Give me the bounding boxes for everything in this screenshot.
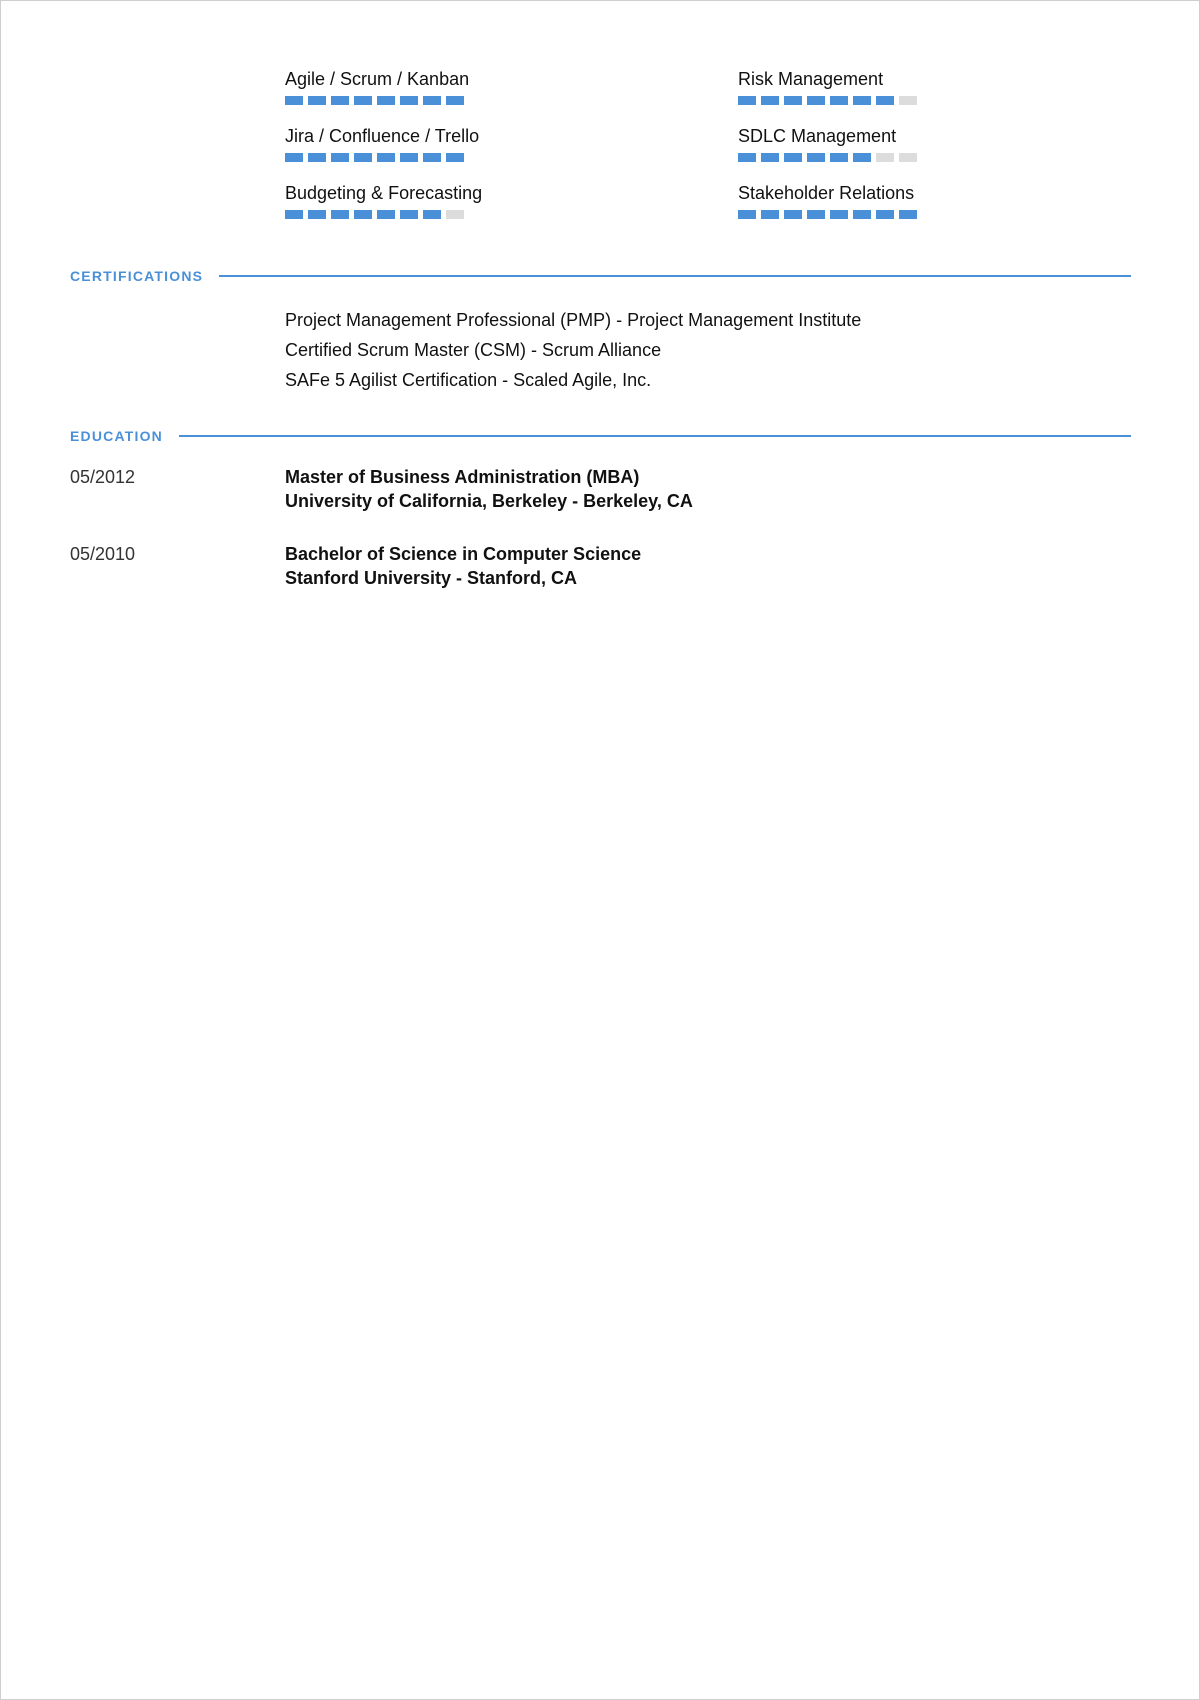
skill-name: Risk Management [738,69,884,89]
skill-level-segment-empty [899,96,917,105]
skill-level-bar [285,210,738,219]
skill-level-segment-filled [899,210,917,219]
skill-level-bar [285,96,738,105]
skill-item [285,69,738,105]
skill-item [285,126,738,162]
skill-level-segment-filled [308,153,326,162]
skill-level-segment-filled [784,210,802,219]
education-header [70,428,1131,444]
skill-item [738,183,918,219]
skill-level-segment-filled [331,96,349,105]
education-details [285,465,693,513]
skill-level-segment-filled [830,96,848,105]
skill-level-segment-filled [761,96,779,105]
skill-level-segment-filled [784,153,802,162]
section-title: CERTIFICATIONS [70,268,204,284]
education-degree: Master of Business Administration (MBA) [285,467,640,487]
skill-level-segment-filled [400,153,418,162]
skill-level-segment-filled [876,210,894,219]
skill-level-bar [738,96,918,105]
skill-level-bar [738,210,918,219]
skill-level-segment-filled [331,153,349,162]
skill-level-segment-filled [876,96,894,105]
skill-level-bar [285,153,738,162]
skill-level-segment-filled [738,210,756,219]
skill-level-segment-filled [285,153,303,162]
education-date: 05/2010 [70,544,136,564]
skill-level-segment-filled [807,210,825,219]
section-divider [179,435,1131,437]
skill-name: Budgeting & Forecasting [285,183,483,203]
skill-level-segment-filled [853,153,871,162]
skill-level-segment-filled [784,96,802,105]
skill-level-segment-filled [400,210,418,219]
certifications-list [285,305,861,395]
skill-level-segment-filled [354,210,372,219]
certification-item: Project Management Professional (PMP) - Project Management Institute [285,310,862,330]
skill-level-segment-filled [423,153,441,162]
skill-item [738,126,918,162]
skills-grid [285,69,925,219]
skill-item [285,183,738,219]
skill-level-segment-filled [807,153,825,162]
skill-name: Stakeholder Relations [738,183,915,203]
skill-name: SDLC Management [738,126,897,146]
skill-level-segment-filled [377,210,395,219]
certification-item: SAFe 5 Agilist Certification - Scaled Agile, Inc. [285,370,652,390]
skill-level-segment-filled [830,153,848,162]
skill-level-segment-filled [738,96,756,105]
skill-level-segment-filled [807,96,825,105]
education-details [285,542,641,590]
skill-level-segment-filled [308,96,326,105]
skill-level-segment-filled [446,153,464,162]
skill-level-segment-filled [285,96,303,105]
section-divider [219,275,1131,277]
skill-level-segment-filled [400,96,418,105]
skill-level-segment-filled [830,210,848,219]
skill-level-segment-empty [899,153,917,162]
education-date: 05/2012 [70,467,136,487]
skill-name: Agile / Scrum / Kanban [285,69,470,89]
skill-level-segment-filled [285,210,303,219]
skill-level-segment-filled [423,210,441,219]
skill-level-segment-empty [876,153,894,162]
skill-level-segment-filled [331,210,349,219]
certification-item: Certified Scrum Master (CSM) - Scrum Alliance [285,340,662,360]
skill-level-segment-filled [354,96,372,105]
education-school: Stanford University - Stanford, CA [285,568,578,588]
skill-level-segment-filled [377,96,395,105]
skill-item [738,69,918,105]
skill-level-segment-filled [761,153,779,162]
section-title: EDUCATION [70,428,163,444]
skill-level-segment-filled [354,153,372,162]
certifications-header [70,268,1131,284]
skill-level-segment-filled [738,153,756,162]
skill-level-segment-filled [853,210,871,219]
education-school: University of California, Berkeley - Berkeley, CA [285,491,693,511]
skill-level-segment-filled [761,210,779,219]
skill-name: Jira / Confluence / Trello [285,126,480,146]
skill-level-segment-filled [853,96,871,105]
education-degree: Bachelor of Science in Computer Science [285,544,642,564]
skill-level-segment-filled [308,210,326,219]
skill-level-segment-filled [423,96,441,105]
skill-level-segment-filled [446,96,464,105]
skill-level-bar [738,153,918,162]
skill-level-segment-filled [377,153,395,162]
skill-level-segment-empty [446,210,464,219]
